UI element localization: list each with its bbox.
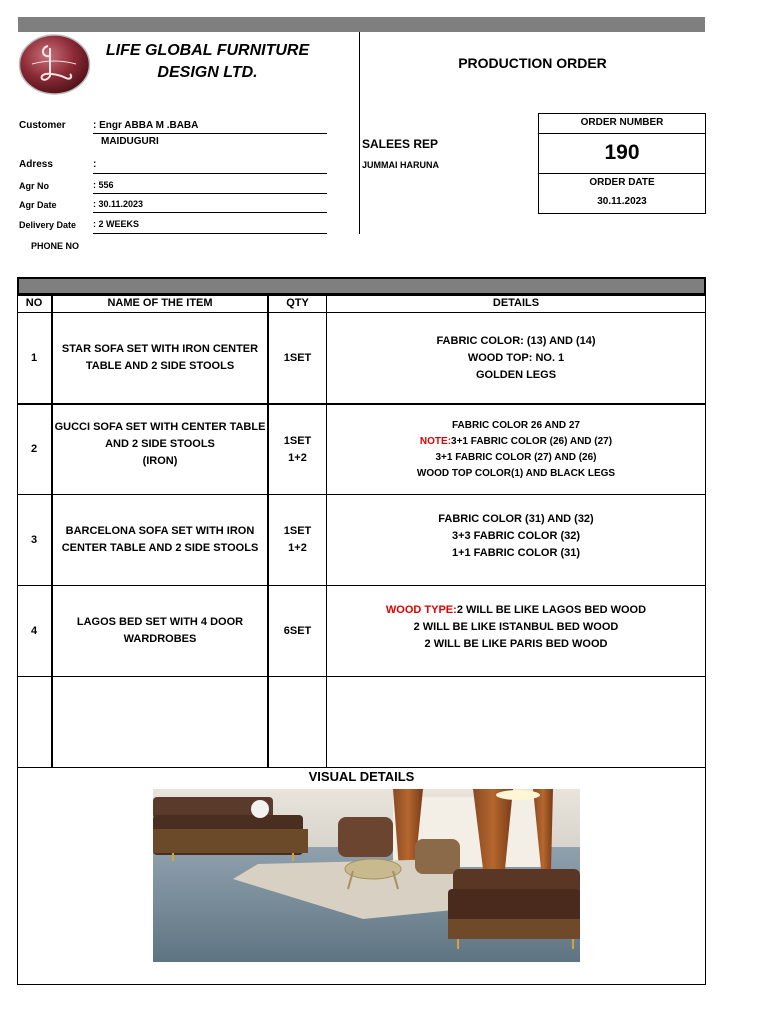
row-1-details [327,313,705,403]
delivery-date-value: : 2 WEEKS [93,219,140,229]
delivery-date-underline [93,233,327,234]
row-1-no: 1 [30,351,38,364]
row-1-detail-1: FABRIC COLOR: (13) AND (14) [436,334,596,347]
row-4-detail-1: 2 WILL BE LIKE LAGOS BED WOOD [456,603,647,616]
row-4-name [53,586,267,676]
order-number-label: ORDER NUMBER [580,117,664,128]
company-name-line2: DESIGN LTD. [157,64,258,81]
order-date: 30.11.2023 [597,196,647,207]
items-table [17,277,707,987]
order-box [538,113,706,214]
agr-no-value: : 556 [93,180,114,190]
company-logo [18,34,91,95]
row-2-detail-2: 3+1 FABRIC COLOR (26) AND (27) [451,435,613,447]
row-4-name-line2: WARDROBES [123,633,197,645]
row-1-name-line2: TABLE AND 2 SIDE STOOLS [85,360,235,372]
row-2-qty-line2: 1+2 [288,451,307,464]
agr-date-label: Agr Date [19,200,57,210]
sales-rep-value: JUMMAI HARUNA [362,160,439,170]
company-name-line1: LIFE GLOBAL FURNITURE [105,42,310,59]
row-2-detail-3: 3+1 FABRIC COLOR (27) AND (26) [435,451,597,463]
agr-date-underline [93,212,327,213]
header-divider [359,32,360,234]
doc-title: PRODUCTION ORDER [458,55,607,71]
header-details: DETAILS [492,297,540,309]
row-2-detail-1: FABRIC COLOR 26 AND 27 [452,419,580,431]
table-top-band [17,277,706,295]
header-name: NAME OF THE ITEM [107,297,213,309]
customer-label: Customer [19,120,66,131]
row-2-note-label: NOTE: [419,435,452,447]
row-2-name-line1: GUCCI SOFA SET WITH CENTER TABLE [54,420,266,433]
row-4-details [327,586,705,668]
row-2-detail-2-wrap [420,434,612,450]
row-3-qty-line2: 1+2 [288,542,307,554]
sales-rep-label: SALEES REP [362,137,439,151]
order-date-label: ORDER DATE [589,177,655,188]
row-2-name [53,405,267,483]
customer-underline [93,133,327,134]
row-4-no: 4 [30,624,38,637]
row-line-4 [17,676,706,677]
row-1-qty: 1SET [283,351,312,364]
header-no: NO [25,297,43,309]
row-3-details [327,495,705,577]
row-4-wood-type-label: WOOD TYPE: [385,603,457,616]
row-4-detail-2: 2 WILL BE LIKE ISTANBUL BED WOOD [413,620,619,633]
address-underline [93,173,327,174]
row-3-detail-2: 3+3 FABRIC COLOR (32) [451,529,581,542]
row-1-detail-3: GOLDEN LEGS [475,368,557,381]
company-name [105,40,310,84]
row-3-detail-1: FABRIC COLOR (31) AND (32) [438,512,594,525]
row-4-name-line1: LAGOS BED SET WITH 4 DOOR [76,616,244,628]
row-3-name-line2: CENTER TABLE AND 2 SIDE STOOLS [61,542,259,554]
row-3-detail-3: 1+1 FABRIC COLOR (31) [451,546,581,559]
showroom-photo [153,789,580,962]
row-2-name-line2: AND 2 SIDE STOOLS [105,437,215,450]
row-2-no: 2 [30,443,38,455]
row-4-qty: 6SET [283,624,312,637]
row-4-detail-1-wrap [386,602,646,619]
row-3-qty [269,495,326,585]
row-1-name [53,313,267,403]
phone-label: PHONE NO [31,241,80,251]
header-qty: QTY [286,297,309,309]
agr-date-value: : 30.11.2023 [93,199,144,209]
agr-no-label: Agr No [19,181,49,191]
order-box-line2 [539,173,705,174]
row-2-name-line3: (IRON) [142,454,178,467]
header-bar [18,17,705,32]
visual-details-title: VISUAL DETAILS [308,769,415,784]
row-2-details [327,405,705,494]
row-3-qty-line1: 1SET [283,525,312,537]
delivery-date-label: Delivery Date [19,220,77,230]
row-line-5 [17,767,706,768]
row-1-name-line1: STAR SOFA SET WITH IRON CENTER [61,343,259,355]
address-value: : [93,159,97,170]
row-2-qty-line1: 1SET [283,434,312,447]
customer-city: MAIDUGURI [101,136,159,147]
row-2-qty [269,405,326,494]
order-box-line1 [539,133,705,134]
row-3-name [53,495,267,585]
row-2-detail-4: WOOD TOP COLOR(1) AND BLACK LEGS [416,467,616,479]
row-4-detail-3: 2 WILL BE LIKE PARIS BED WOOD [424,637,608,650]
agr-no-underline [93,193,327,194]
row-3-name-line1: BARCELONA SOFA SET WITH IRON [65,525,255,537]
order-number: 190 [604,141,640,164]
address-label: Adress [19,159,53,170]
row-1-detail-2: WOOD TOP: NO. 1 [467,351,565,364]
customer-value: : Engr ABBA M .BABA [93,120,199,131]
row-3-no: 3 [30,533,38,546]
